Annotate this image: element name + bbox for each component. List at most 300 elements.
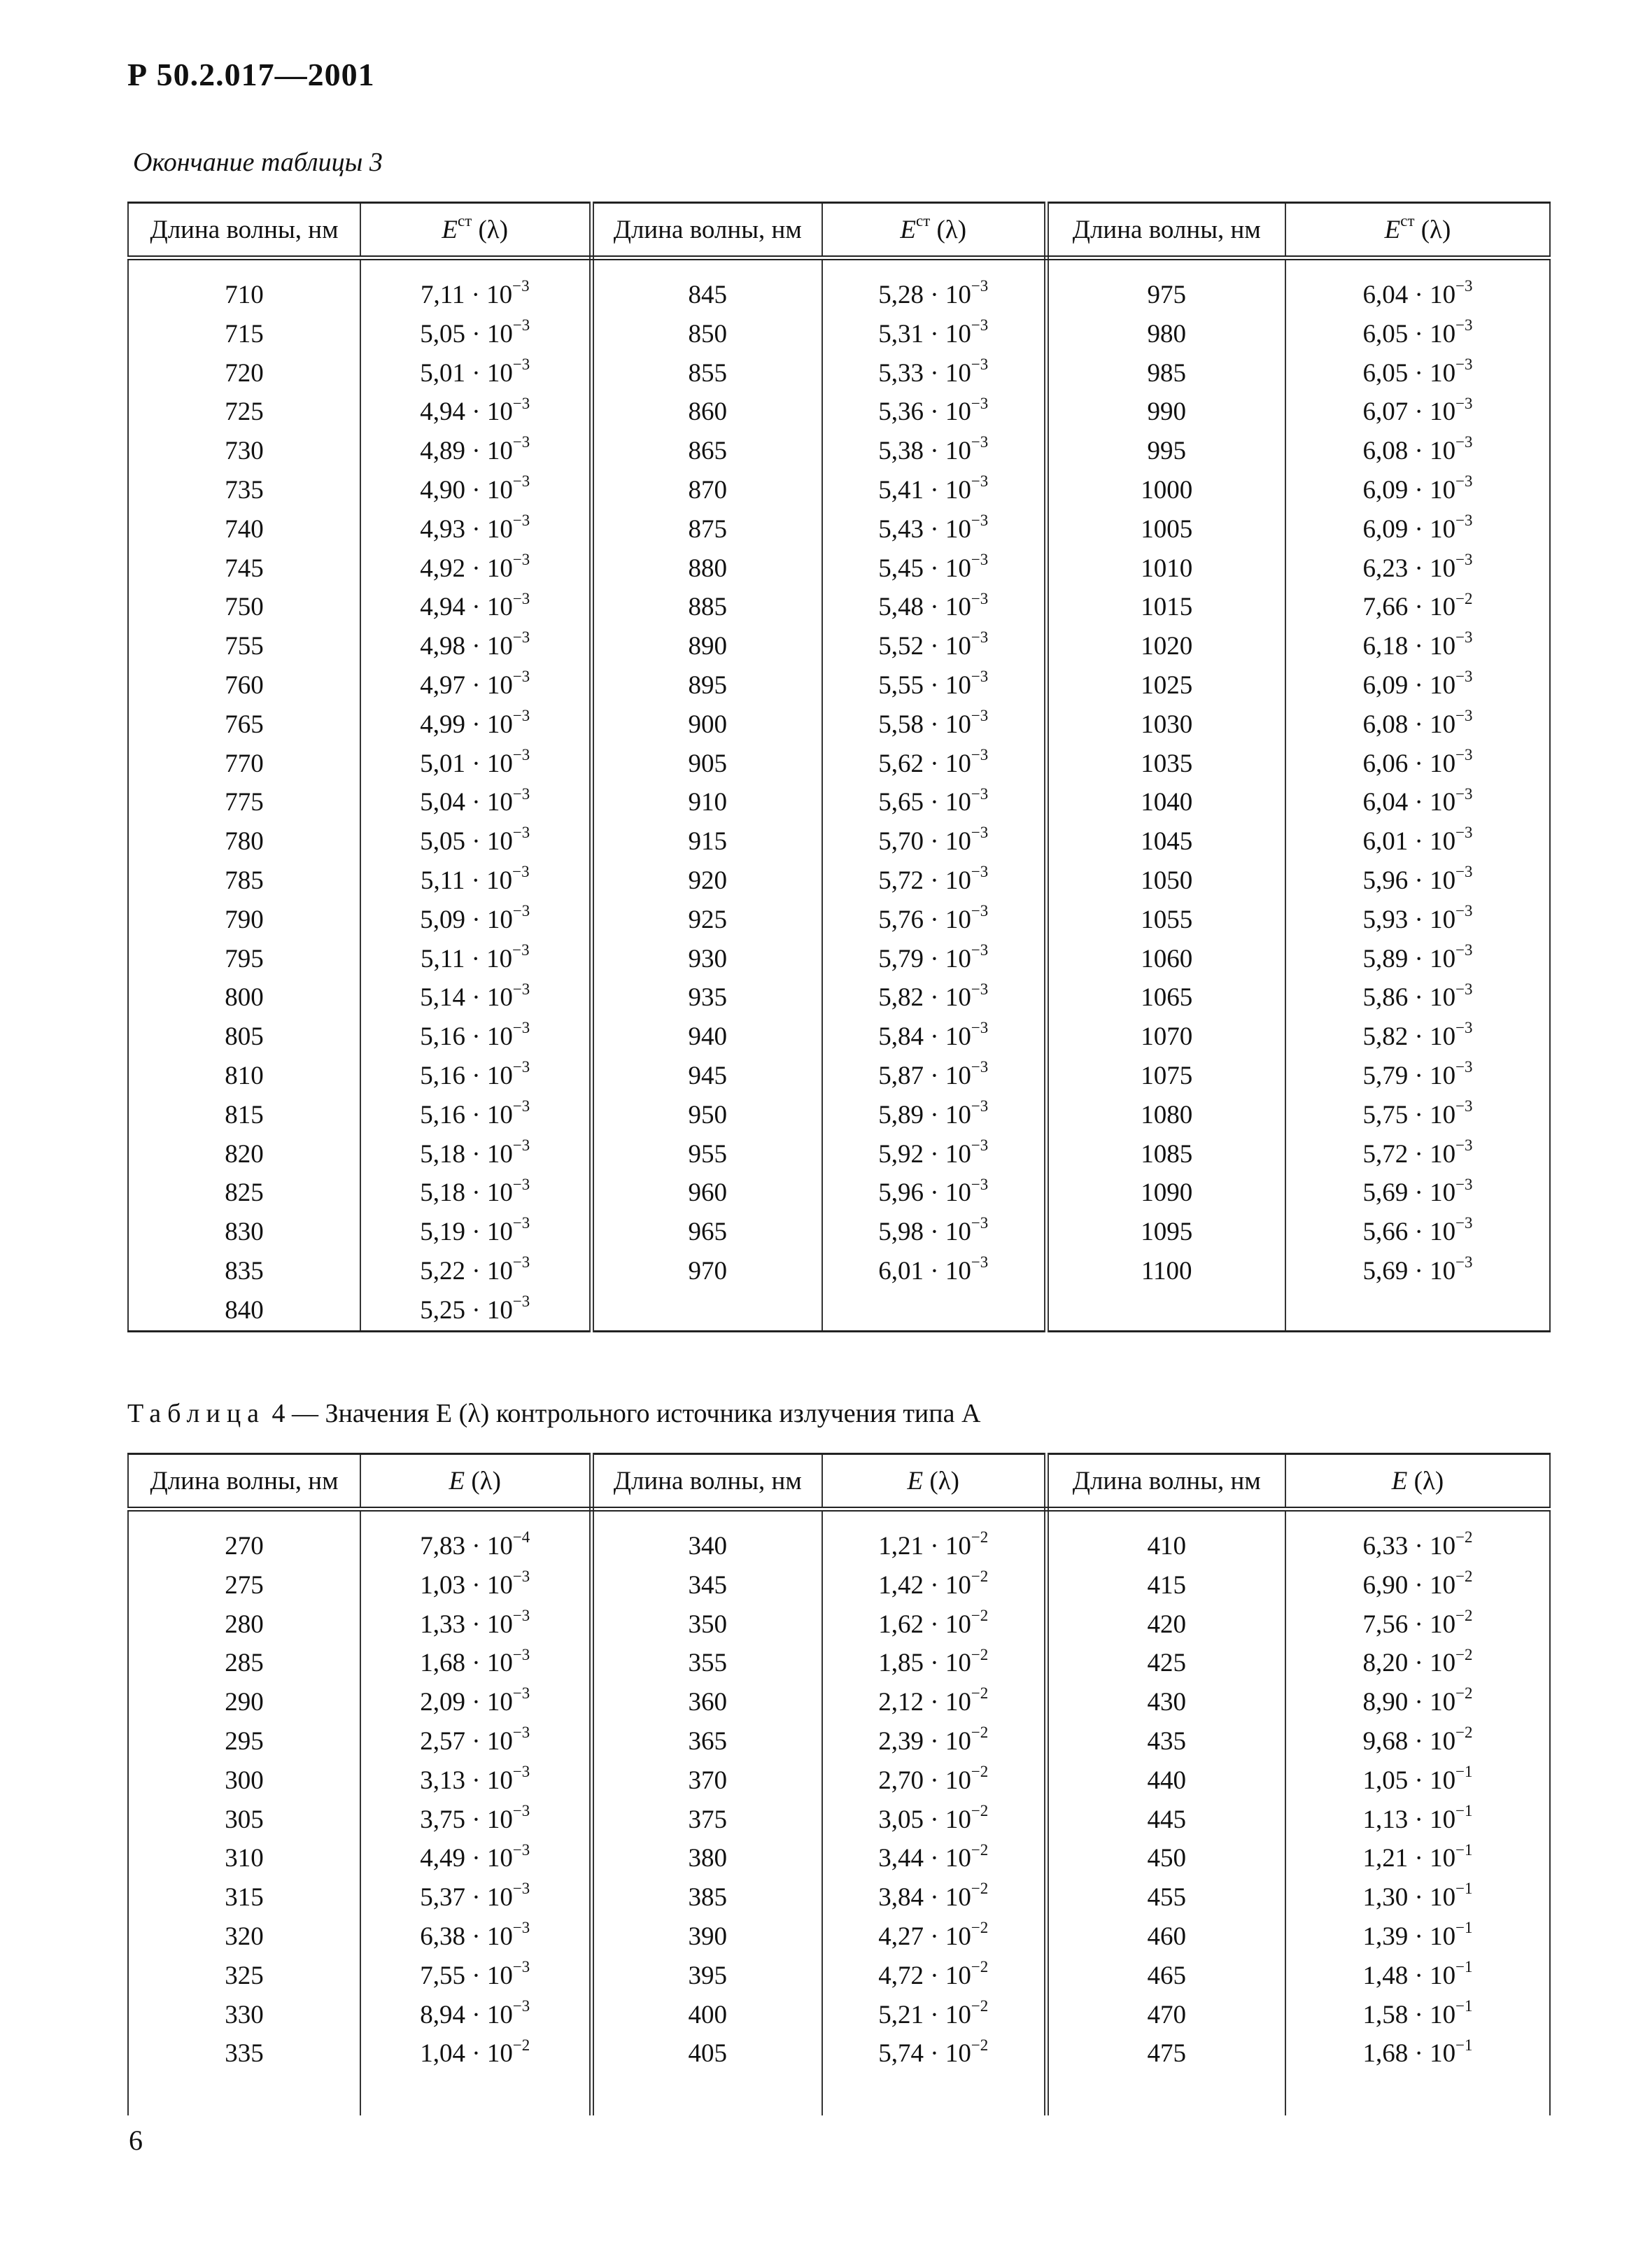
wavelength-cell: 1085 [1046,1135,1285,1174]
value-cell [822,1213,1046,1252]
value-cell [360,432,591,471]
value-mantissa: 5,98 [878,1218,924,1247]
wavelength-cell: 370 [591,1761,822,1801]
table-row [128,1096,1550,1135]
value-exponent: −3 [1455,824,1473,842]
value-mantissa: 4,94 [420,397,465,427]
wavelength-cell: 1000 [1046,471,1285,510]
value-multiplier: · 10 [1408,2039,1456,2069]
value-cell [360,861,591,901]
value-cell [822,1722,1046,1761]
value-cell [1285,471,1550,510]
value-mantissa: 5,93 [1362,905,1409,934]
wavelength-cell: 355 [591,1644,822,1683]
wavelength-cell: 390 [591,1917,822,1957]
value-exponent: −4 [512,1528,530,1547]
value-exponent: −2 [971,2036,989,2054]
value-mantissa: 4,90 [420,475,465,505]
wavelength-cell: 1070 [1046,1017,1285,1057]
wavelength-cell: 820 [128,1135,360,1174]
value-multiplier: · 10 [465,1570,513,1600]
value-multiplier: · 10 [1408,866,1456,895]
value-multiplier: · 10 [1408,514,1456,544]
value-exponent: −3 [1455,1019,1473,1037]
value-multiplier: · 10 [924,1883,971,1913]
value-mantissa: 5,69 [1362,1178,1409,1208]
table-3-end [127,202,1551,1332]
value-multiplier: · 10 [924,475,971,505]
value-cell [360,783,591,822]
wavelength-cell: 1090 [1046,1174,1285,1213]
table-row [128,1683,1550,1722]
wavelength-cell: 770 [128,745,360,784]
value-multiplier: · 10 [465,2000,513,2029]
value-exponent: −2 [1455,1645,1473,1663]
value-mantissa: 5,16 [420,1022,465,1052]
wavelength-cell: 930 [591,940,822,979]
value-multiplier: · 10 [924,358,971,388]
value-exponent: −3 [512,1958,530,1975]
value-multiplier: · 10 [1408,319,1456,348]
value-multiplier: · 10 [1408,1100,1456,1129]
wavelength-cell: 475 [1046,2034,1285,2073]
wavelength-cell: 870 [591,471,822,510]
wavelength-cell: 785 [128,861,360,901]
value-cell [1285,1917,1550,1957]
value-cell [360,1566,591,1605]
value-exponent: −3 [512,824,530,842]
table-row [128,666,1550,705]
value-multiplier: · 10 [924,1766,971,1795]
wavelength-cell: 445 [1046,1801,1285,1840]
table-row [128,1213,1550,1252]
value-cell [1285,1213,1550,1252]
table-row [128,432,1550,471]
header-wavelength: Длина волны, нм [128,1454,360,1509]
table-row [128,705,1550,745]
value-mantissa: 8,20 [1362,1649,1409,1678]
wavelength-cell: 960 [591,1174,822,1213]
value-exponent: −2 [971,1568,989,1586]
value-multiplier: · 10 [1408,827,1456,857]
value-multiplier: · 10 [465,554,513,583]
value-cell [1285,940,1550,979]
value-cell [1285,588,1550,627]
value-multiplier: · 10 [465,1218,513,1247]
table-row [128,471,1550,510]
value-cell [822,940,1046,979]
value-cell [822,315,1046,354]
value-exponent: −3 [971,550,989,568]
value-cell [822,1917,1046,1957]
value-cell [360,745,591,784]
value-mantissa: 1,58 [1362,2000,1409,2029]
wavelength-cell: 280 [128,1605,360,1644]
value-mantissa: 4,94 [420,593,465,622]
value-mantissa: 4,72 [878,1961,924,1990]
wavelength-cell: 420 [1046,1605,1285,1644]
value-multiplier: · 10 [924,281,971,309]
wavelength-cell: 290 [128,1683,360,1722]
wavelength-cell: 900 [591,705,822,745]
value-mantissa: 1,30 [1362,1883,1409,1913]
wavelength-cell: 990 [1046,393,1285,432]
value-mantissa: 7,83 [420,1532,465,1561]
wavelength-cell: 405 [591,2034,822,2073]
table-row [128,2034,1550,2073]
value-cell [822,901,1046,940]
value-cell [360,258,591,315]
value-mantissa: 6,09 [1362,514,1409,544]
value-multiplier: · 10 [924,866,971,895]
value-mantissa: 5,38 [878,437,924,466]
value-mantissa: 5,89 [878,1100,924,1129]
value-cell [822,1683,1046,1722]
value-exponent: −3 [1455,1058,1473,1076]
value-mantissa: 1,42 [878,1570,924,1600]
value-mantissa: 7,55 [420,1961,465,1990]
value-mantissa: 5,28 [878,281,924,309]
value-cell [1285,1174,1550,1213]
value-exponent: −3 [512,277,530,295]
value-multiplier: · 10 [924,632,971,661]
wavelength-cell: 375 [591,1801,822,1840]
wavelength-cell: 1025 [1046,666,1285,705]
value-multiplier: · 10 [1408,2000,1456,2029]
value-exponent: −3 [512,1175,530,1193]
value-multiplier: · 10 [465,397,513,427]
table-4 [127,1453,1551,2115]
value-cell [1285,1509,1550,1566]
value-multiplier: · 10 [1408,1610,1456,1639]
wavelength-cell: 855 [591,354,822,393]
value-multiplier: · 10 [465,827,513,857]
value-multiplier: · 10 [924,319,971,348]
wavelength-cell: 965 [591,1213,822,1252]
value-multiplier: · 10 [924,788,971,817]
value-cell [822,666,1046,705]
spacer-cell [360,2073,591,2115]
page-number: 6 [129,2125,143,2156]
wavelength-cell: 1020 [1046,627,1285,666]
value-multiplier: · 10 [924,1532,971,1561]
value-exponent: −3 [512,941,530,959]
value-cell [1285,1566,1550,1605]
value-mantissa: 5,01 [420,358,465,388]
value-exponent: −3 [512,1058,530,1076]
value-cell [822,1135,1046,1174]
value-exponent: −3 [512,589,530,607]
value-cell [822,978,1046,1017]
value-multiplier: · 10 [465,1688,513,1717]
value-cell [1285,1839,1550,1878]
value-mantissa: 5,55 [878,670,924,700]
wavelength-cell: 995 [1046,432,1285,471]
wavelength-cell: 815 [128,1096,360,1135]
value-multiplier: · 10 [1408,1256,1456,1286]
value-mantissa: 5,74 [878,2039,924,2069]
value-multiplier: · 10 [1408,1218,1456,1247]
value-exponent: −2 [971,1996,989,2015]
value-multiplier: · 10 [924,983,971,1013]
value-mantissa: 8,94 [420,2000,465,2029]
wavelength-cell: 1045 [1046,822,1285,861]
value-mantissa: 6,09 [1362,670,1409,700]
value-multiplier: · 10 [465,358,513,388]
value-exponent: −3 [512,901,530,920]
value-multiplier: · 10 [1408,632,1456,661]
table-row [128,1509,1550,1566]
spacer-cell [128,2073,360,2115]
value-mantissa: 3,05 [878,1805,924,1834]
wavelength-cell: 745 [128,549,360,589]
table-row [128,1135,1550,1174]
table-row [128,393,1550,432]
value-multiplier: · 10 [465,1844,513,1873]
value-cell [1285,1017,1550,1057]
table-row [128,627,1550,666]
value-multiplier: · 10 [1408,905,1456,934]
value-cell [360,940,591,979]
value-mantissa: 8,90 [1362,1688,1409,1717]
wavelength-cell: 425 [1046,1644,1285,1683]
wavelength-cell: 380 [591,1839,822,1878]
wavelength-cell: 830 [128,1213,360,1252]
value-mantissa: 5,72 [878,866,924,895]
value-mantissa: 5,66 [1362,1218,1409,1247]
table-row [128,1605,1550,1644]
value-multiplier: · 10 [465,475,513,505]
value-multiplier: · 10 [465,1649,513,1678]
header-irradiance: $E^{ст}$ (λ) [822,203,1046,258]
wavelength-cell: 465 [1046,1957,1285,1996]
value-exponent: −3 [512,1724,530,1742]
table-row [128,1017,1550,1057]
value-multiplier: · 10 [465,1805,513,1834]
value-mantissa: 4,49 [420,1844,465,1873]
wavelength-cell: 1030 [1046,705,1285,745]
value-exponent: −3 [1455,512,1473,530]
value-mantissa: 5,11 [420,944,465,973]
table-header-row [128,203,1550,258]
value-exponent: −3 [971,433,989,451]
value-cell [360,1996,591,2035]
value-mantissa: 6,04 [1362,788,1409,817]
value-mantissa: 5,76 [878,905,924,934]
value-exponent: −2 [971,1840,989,1859]
value-cell [822,432,1046,471]
value-exponent: −2 [1455,1724,1473,1742]
table-row [128,783,1550,822]
value-exponent: −3 [971,901,989,920]
wavelength-cell: 320 [128,1917,360,1957]
value-exponent: −3 [512,316,530,334]
value-cell [1285,1722,1550,1761]
value-cell [1285,627,1550,666]
value-cell [1285,745,1550,784]
value-exponent: −3 [971,394,989,412]
wavelength-cell: 1015 [1046,588,1285,627]
value-multiplier: · 10 [465,983,513,1013]
value-multiplier: · 10 [465,1100,513,1129]
header-wavelength: Длина волны, нм [1046,1454,1285,1509]
value-cell [1285,822,1550,861]
value-mantissa: 5,21 [878,2000,924,2029]
value-multiplier: · 10 [1408,1922,1456,1951]
value-mantissa: 1,21 [1362,1844,1409,1873]
wavelength-cell: 350 [591,1605,822,1644]
value-mantissa: 5,11 [420,866,465,895]
value-multiplier: · 10 [1408,1726,1456,1756]
wavelength-cell: 310 [128,1839,360,1878]
value-multiplier: · 10 [924,1961,971,1990]
value-cell [360,978,591,1017]
value-exponent: −3 [971,668,989,686]
value-cell [1285,666,1550,705]
value-cell [360,1839,591,1878]
value-exponent: −3 [971,1097,989,1115]
value-exponent: −3 [1455,707,1473,724]
value-exponent: −3 [512,512,530,530]
value-exponent: −3 [1455,316,1473,334]
value-multiplier: · 10 [465,1256,513,1286]
wavelength-cell: 970 [591,1252,822,1291]
value-exponent: −3 [971,707,989,724]
value-cell [822,1096,1046,1135]
value-mantissa: 7,11 [420,281,465,309]
wavelength-cell: 890 [591,627,822,666]
value-cell [1285,258,1550,315]
value-cell [360,822,591,861]
value-mantissa: 5,04 [420,788,465,817]
value-exponent: −2 [971,1880,989,1898]
value-exponent: −3 [512,1097,530,1115]
value-multiplier: · 10 [1408,1688,1456,1717]
value-exponent: −3 [512,1880,530,1898]
value-exponent: −2 [971,1645,989,1663]
value-exponent: −2 [971,1528,989,1547]
value-cell [360,2034,591,2073]
header-irradiance: $E^{ст}$ (λ) [1285,203,1550,258]
value-multiplier: · 10 [1408,710,1456,739]
value-cell [822,2034,1046,2073]
wavelength-cell: 860 [591,393,822,432]
value-cell [1285,549,1550,589]
value-exponent: −2 [512,2036,530,2054]
wavelength-cell: 810 [128,1057,360,1096]
value-mantissa: 6,09 [1362,475,1409,505]
value-multiplier: · 10 [924,1726,971,1756]
table-row [128,1057,1550,1096]
spacer-cell [1046,2073,1285,2115]
wavelength-cell: 740 [128,510,360,549]
value-multiplier: · 10 [465,866,513,895]
value-cell [822,1174,1046,1213]
value-cell [360,1213,591,1252]
value-cell [360,549,591,589]
wavelength-cell: 275 [128,1566,360,1605]
value-multiplier: · 10 [1408,1649,1456,1678]
value-mantissa: 7,56 [1362,1610,1409,1639]
value-exponent: −3 [1455,628,1473,647]
value-exponent: −3 [971,824,989,842]
value-mantissa: 5,92 [878,1139,924,1169]
value-multiplier: · 10 [924,593,971,622]
value-mantissa: 2,39 [878,1726,924,1756]
wavelength-cell: 735 [128,471,360,510]
value-exponent: −3 [971,355,989,373]
value-multiplier: · 10 [1408,749,1456,778]
value-mantissa: 5,96 [1362,866,1409,895]
value-exponent: −3 [512,1763,530,1781]
value-cell [822,1801,1046,1840]
value-cell [1285,1761,1550,1801]
table-row [128,549,1550,589]
value-exponent: −3 [1455,668,1473,686]
value-exponent: −3 [971,1136,989,1154]
wavelength-cell: 710 [128,258,360,315]
value-mantissa: 5,69 [1362,1256,1409,1286]
value-multiplier: · 10 [924,1570,971,1600]
value-mantissa: 5,36 [878,397,924,427]
value-multiplier: · 10 [465,1139,513,1169]
wavelength-cell: 1100 [1046,1252,1285,1291]
wavelength-cell: 945 [591,1057,822,1096]
value-exponent: −3 [971,941,989,959]
value-multiplier: · 10 [1408,358,1456,388]
wavelength-cell: 295 [128,1722,360,1761]
value-cell [360,666,591,705]
value-exponent: −3 [971,589,989,607]
value-cell [822,1996,1046,2035]
value-mantissa: 5,09 [420,905,465,934]
value-mantissa: 5,31 [878,319,924,348]
value-mantissa: 5,86 [1362,983,1409,1013]
value-mantissa: 5,45 [878,554,924,583]
value-cell [360,901,591,940]
wavelength-cell: 725 [128,393,360,432]
value-exponent: −3 [1455,745,1473,763]
table-row [128,1566,1550,1605]
value-multiplier: · 10 [1408,281,1456,309]
value-multiplier: · 10 [465,710,513,739]
wavelength-cell: 360 [591,1683,822,1722]
value-multiplier: · 10 [924,1805,971,1834]
value-cell [822,627,1046,666]
value-exponent: −3 [971,316,989,334]
value-mantissa: 4,27 [878,1922,924,1951]
value-mantissa: 6,04 [1362,281,1409,309]
value-cell [360,471,591,510]
value-cell [822,1605,1046,1644]
wavelength-cell: 330 [128,1996,360,2035]
value-mantissa: 1,03 [420,1570,465,1600]
table-row [128,315,1550,354]
value-cell [360,510,591,549]
wavelength-cell: 865 [591,432,822,471]
wavelength-cell: 800 [128,978,360,1017]
value-exponent: −3 [971,1058,989,1076]
table-row [128,940,1550,979]
value-multiplier: · 10 [924,827,971,857]
value-mantissa: 5,05 [420,319,465,348]
value-multiplier: · 10 [924,1061,971,1090]
value-exponent: −3 [971,980,989,998]
table-row [128,588,1550,627]
value-cell [360,1174,591,1213]
wavelength-cell: 825 [128,1174,360,1213]
wavelength-cell: 1005 [1046,510,1285,549]
